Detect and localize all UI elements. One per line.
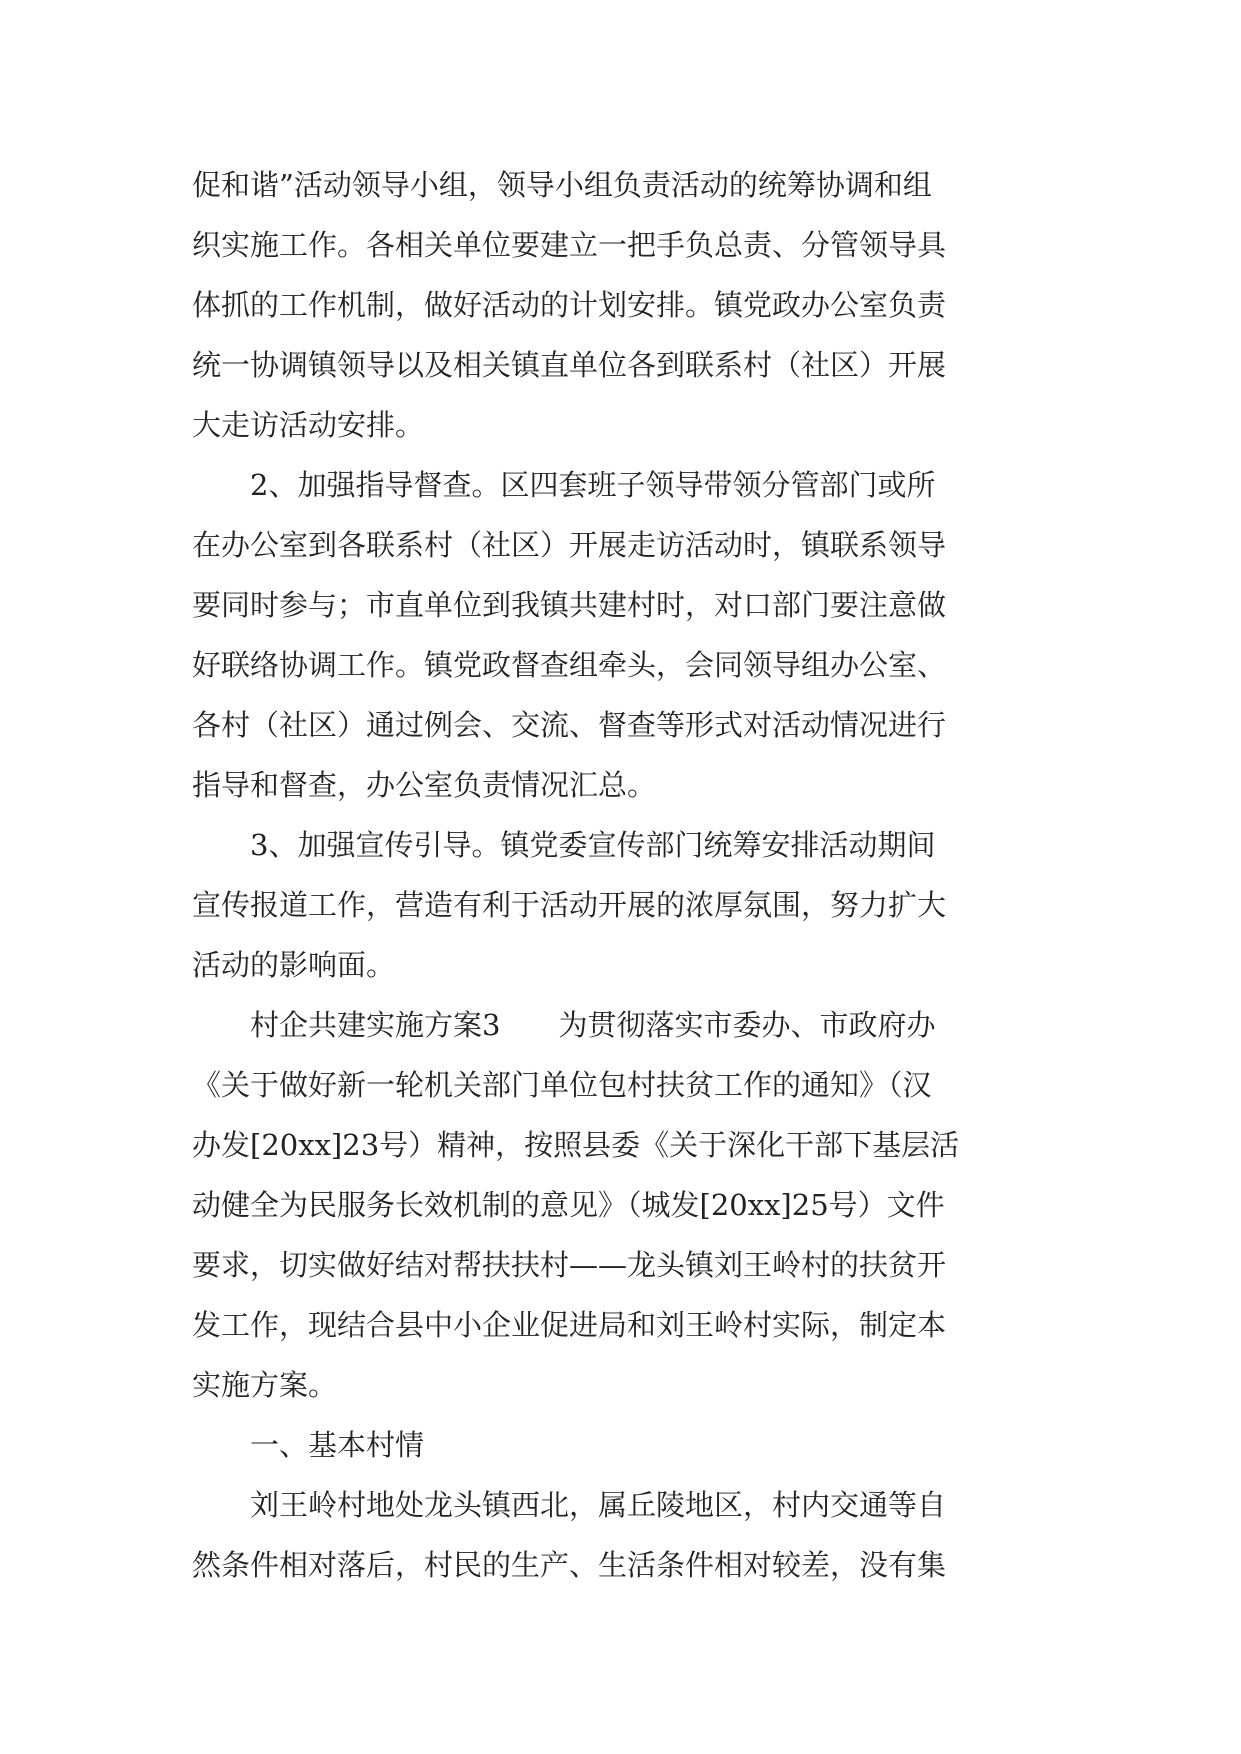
paragraph-start-line: 2、加强指导督查。区四套班子领导带领分管部门或所 xyxy=(250,468,936,502)
paragraph-start-line: 3、加强宣传引导。镇党委宣传部门统筹安排活动期间 xyxy=(250,828,936,862)
text-line: 然条件相对落后，村民的生产、生活条件相对较差，没有集 xyxy=(192,1548,947,1582)
text-line: 好联络协调工作。镇党政督查组牵头，会同领导组办公室、 xyxy=(192,648,947,682)
text-line: 促和谐”活动领导小组，领导小组负责活动的统筹协调和组 xyxy=(192,168,932,202)
text-line: 各村（社区）通过例会、交流、督查等形式对活动情况进行 xyxy=(192,708,947,742)
text-line: 织实施工作。各相关单位要建立一把手负总责、分管领导具 xyxy=(192,228,947,262)
paragraph-start-line: 村企共建实施方案3 为贯彻落实市委办、市政府办 xyxy=(250,1008,936,1042)
text-line: 在办公室到各联系村（社区）开展走访活动时，镇联系领导 xyxy=(192,528,947,562)
text-line: 《关于做好新一轮机关部门单位包村扶贫工作的通知》（汉 xyxy=(192,1068,932,1102)
text-line: 实施方案。 xyxy=(192,1368,338,1402)
text-line: 大走访活动安排。 xyxy=(192,408,425,442)
body-text xyxy=(192,155,1052,1595)
text-line: 宣传报道工作，营造有利于活动开展的浓厚氛围，努力扩大 xyxy=(192,888,947,922)
section-heading: 一、基本村情 xyxy=(250,1428,425,1462)
text-line: 指导和督查，办公室负责情况汇总。 xyxy=(192,768,657,802)
text-line: 办发[20xx]23号）精神，按照县委《关于深化干部下基层活 xyxy=(192,1128,960,1162)
text-line: 动健全为民服务长效机制的意见》（城发[20xx]25号）文件 xyxy=(192,1188,945,1222)
paragraph-start-line: 刘王岭村地处龙头镇西北，属丘陵地区，村内交通等自 xyxy=(250,1488,947,1522)
text-line: 要求，切实做好结对帮扶扶村——龙头镇刘王岭村的扶贫开 xyxy=(192,1248,947,1282)
text-line: 体抓的工作机制，做好活动的计划安排。镇党政办公室负责 xyxy=(192,288,947,322)
text-line: 活动的影响面。 xyxy=(192,948,396,982)
text-line: 要同时参与；市直单位到我镇共建村时，对口部门要注意做 xyxy=(192,588,947,622)
text-line: 统一协调镇领导以及相关镇直单位各到联系村（社区）开展 xyxy=(192,348,947,382)
text-line: 发工作，现结合县中小企业促进局和刘王岭村实际，制定本 xyxy=(192,1308,947,1342)
